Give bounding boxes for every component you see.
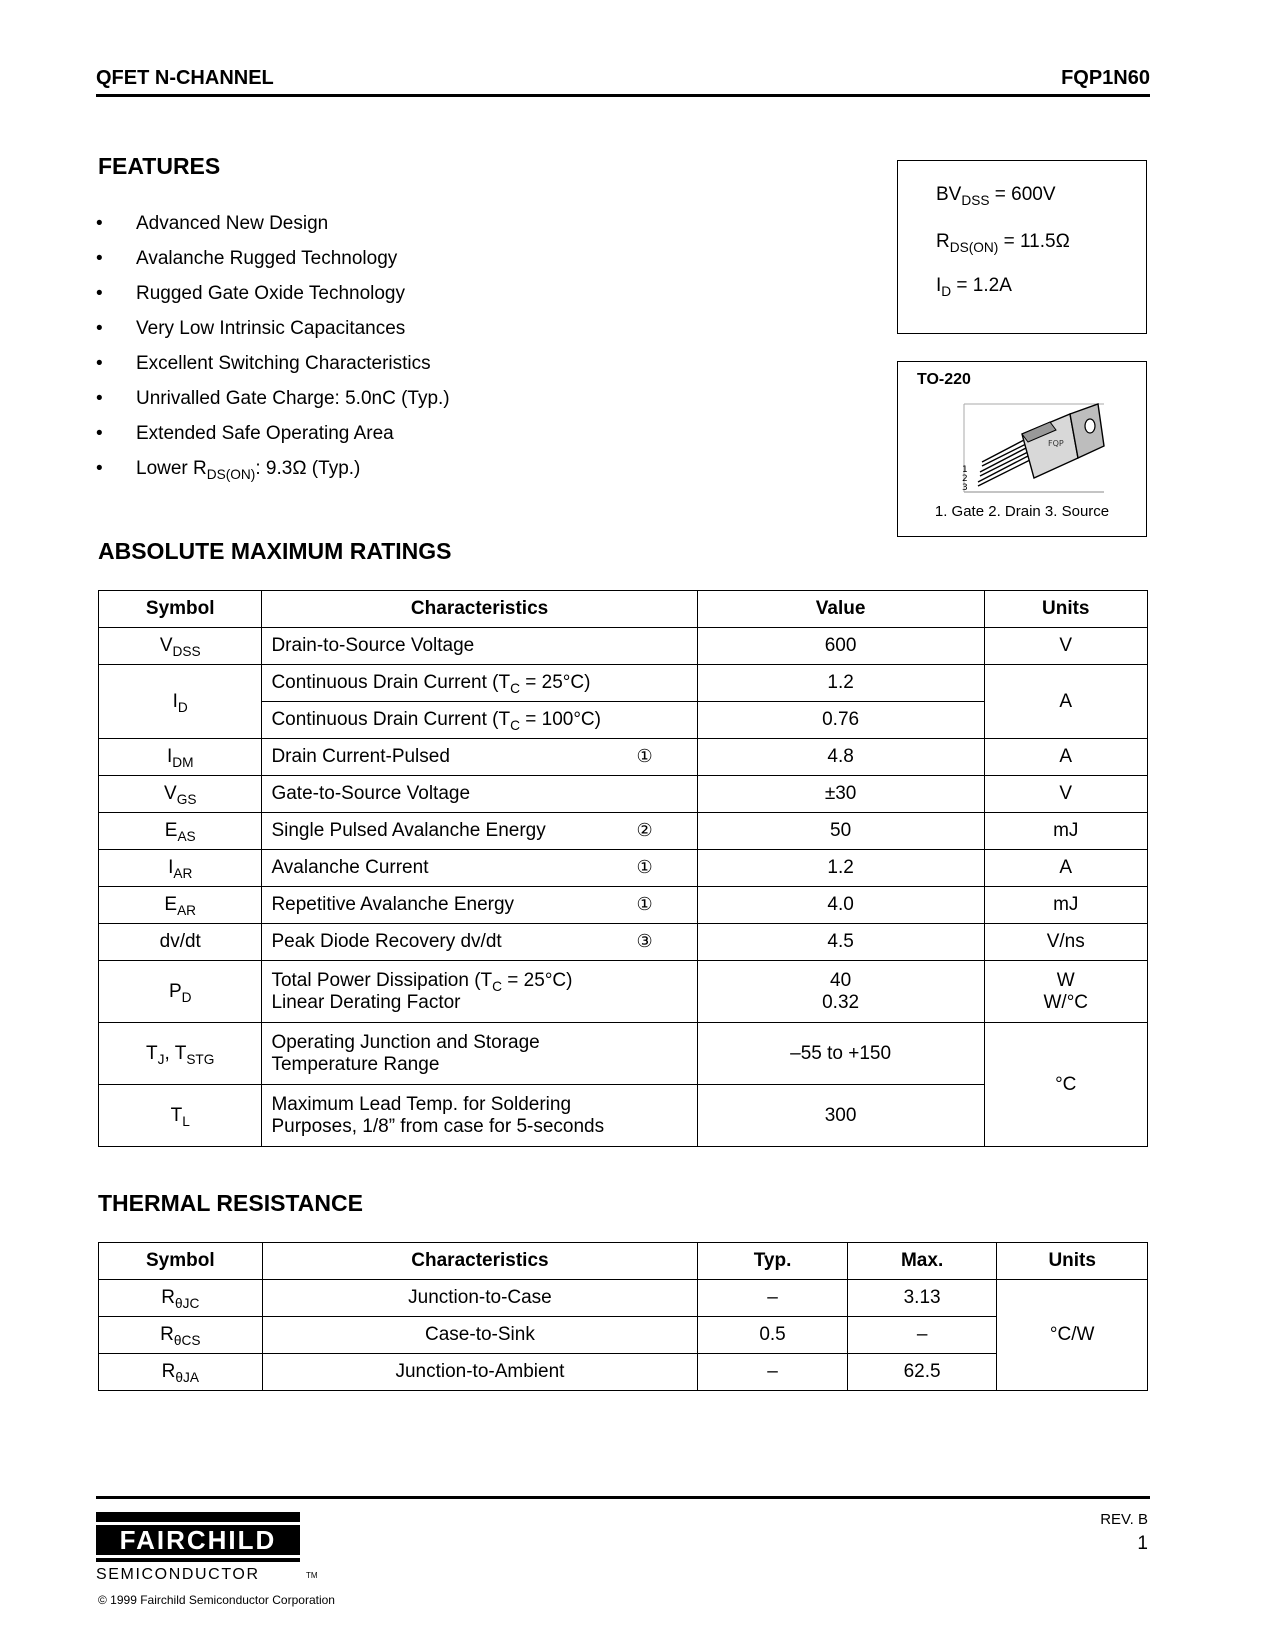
value-cell: 600 <box>697 628 984 665</box>
thermal-table <box>98 1242 1148 1391</box>
table-row <box>99 961 1148 1023</box>
characteristic-cell: Case-to-Sink <box>262 1317 698 1354</box>
unit-cell: W W/°C <box>984 961 1148 1023</box>
bullet: • <box>96 213 103 234</box>
characteristic-cell: Gate-to-Source Voltage <box>262 776 697 813</box>
package-name: TO-220 <box>917 371 971 388</box>
spec-bvdss: $BV_{DSS} = 600V$ <box>936 184 1056 208</box>
symbol-cell: $I_{AR}$ <box>99 850 262 887</box>
feature-item: • Rugged Gate Oxide Technology <box>96 283 405 304</box>
characteristic-cell: Total Power Dissipation $(T_C = 25^\circ C)$ Linear Derating Factor <box>262 961 697 1023</box>
unit-cell: V <box>984 628 1148 665</box>
footnote-ref: ① <box>636 857 653 878</box>
col-header: Characteristics <box>262 1243 698 1280</box>
feature-item: • Avalanche Rugged Technology <box>96 248 398 269</box>
svg-text:TM: TM <box>306 1571 318 1580</box>
svg-text:SEMICONDUCTOR: SEMICONDUCTOR <box>96 1566 260 1583</box>
symbol-cell: $I_{DM}$ <box>99 739 262 776</box>
feature-item: • Very Low Intrinsic Capacitances <box>96 318 406 339</box>
characteristic-cell: Continuous Drain Current $(T_C = 25^\circ C)$ <box>262 665 697 702</box>
symbol-cell: $T_L$ <box>99 1085 262 1147</box>
svg-text:FAIRCHILD: FAIRCHILD <box>119 1525 277 1555</box>
svg-text:FQP: FQP <box>1048 439 1064 448</box>
bullet: • <box>96 458 103 479</box>
table-row <box>99 776 1148 813</box>
abs-max-heading: ABSOLUTE MAXIMUM RATINGS <box>98 538 452 564</box>
value-cell: 4.8 <box>697 739 984 776</box>
table-row <box>99 1280 1148 1317</box>
feature-item: • Excellent Switching Characteristics <box>96 353 431 374</box>
bullet: • <box>96 248 103 269</box>
characteristic-cell: Drain Current-Pulsed ① <box>262 739 697 776</box>
characteristic-cell: Peak Diode Recovery dv/dt ③ <box>262 924 697 961</box>
unit-cell: V <box>984 776 1148 813</box>
col-header: Typ. <box>698 1243 848 1280</box>
symbol-cell: $R_{\theta JC}$ <box>99 1280 263 1317</box>
col-header: Symbol <box>99 1243 263 1280</box>
symbol-cell: $V_{DSS}$ <box>99 628 262 665</box>
table-row <box>99 628 1148 665</box>
page-number: 1 <box>1137 1533 1148 1554</box>
table-row <box>99 813 1148 850</box>
pin-3-label: 3 <box>962 483 968 493</box>
max-cell: – <box>847 1317 997 1354</box>
footnote-ref: ① <box>636 746 653 767</box>
value-cell: –55 to +150 <box>697 1023 984 1085</box>
value-cell: 4.5 <box>697 924 984 961</box>
table-row <box>99 887 1148 924</box>
package-box <box>897 361 1147 537</box>
footnote-ref: ② <box>636 820 653 841</box>
table-row <box>99 850 1148 887</box>
table-row <box>99 665 1148 702</box>
symbol-cell: $T_J$, $T_{STG}$ <box>99 1023 262 1085</box>
col-header: Characteristics <box>262 591 697 628</box>
bullet: • <box>96 388 103 409</box>
header-part-number: FQP1N60 <box>1061 67 1150 89</box>
feature-item-rdson: • Lower $R_{DS(ON)}$: 9.3Ω (Typ.) <box>96 458 361 482</box>
value-cell: 4.0 <box>697 887 984 924</box>
symbol-cell: $R_{\theta CS}$ <box>99 1317 263 1354</box>
value-cell: 1.2 <box>697 850 984 887</box>
symbol-cell: $E_{AR}$ <box>99 887 262 924</box>
unit-cell: mJ <box>984 813 1148 850</box>
pin-1-label: 1 <box>962 465 968 475</box>
characteristic-cell: Avalanche Current ① <box>262 850 697 887</box>
spec-id: $I_D = 1.2A$ <box>936 275 1012 299</box>
symbol-cell: $E_{AS}$ <box>99 813 262 850</box>
unit-cell: A <box>984 739 1148 776</box>
bullet: • <box>96 423 103 444</box>
footnote-ref: ① <box>636 894 653 915</box>
col-header: Units <box>984 591 1148 628</box>
bullet: • <box>96 318 103 339</box>
unit-cell: °C/W <box>997 1280 1148 1391</box>
feature-item: • Extended Safe Operating Area <box>96 423 394 444</box>
value-cell: 300 <box>697 1085 984 1147</box>
col-header: Symbol <box>99 591 262 628</box>
value-cell: 40 0.32 <box>697 961 984 1023</box>
symbol-cell: $P_D$ <box>99 961 262 1023</box>
unit-cell: V/ns <box>984 924 1148 961</box>
bullet: • <box>96 353 103 374</box>
symbol-cell: $R_{\theta JA}$ <box>99 1354 263 1391</box>
characteristic-cell: Single Pulsed Avalanche Energy ② <box>262 813 697 850</box>
spec-rdson: $R_{DS(ON)} = 11.5\Omega$ <box>936 231 1070 255</box>
value-cell: 0.76 <box>697 702 984 739</box>
unit-cell: mJ <box>984 887 1148 924</box>
copyright-notice: © 1999 Fairchild Semiconductor Corporation <box>98 1593 335 1607</box>
characteristic-cell: Continuous Drain Current $(T_C = 100^\circ C)$ <box>262 702 697 739</box>
value-cell: ±30 <box>697 776 984 813</box>
table-row <box>99 1317 1148 1354</box>
to220-package-icon <box>958 400 1108 496</box>
feature-item: • Advanced New Design <box>96 213 329 234</box>
pin-2-label: 2 <box>962 474 968 484</box>
characteristic-cell: Repetitive Avalanche Energy ① <box>262 887 697 924</box>
characteristic-cell: Drain-to-Source Voltage <box>262 628 697 665</box>
col-header: Units <box>997 1243 1148 1280</box>
table-header-row <box>99 591 1148 628</box>
table-row <box>99 739 1148 776</box>
table-row <box>99 1354 1148 1391</box>
characteristic-cell: Maximum Lead Temp. for Soldering Purposes, 1/8” from case for 5-seconds <box>262 1085 697 1147</box>
value-cell: 50 <box>697 813 984 850</box>
col-header: Max. <box>847 1243 997 1280</box>
table-header-row <box>99 1243 1148 1280</box>
max-cell: 3.13 <box>847 1280 997 1317</box>
unit-cell: A <box>984 665 1148 739</box>
max-cell: 62.5 <box>847 1354 997 1391</box>
footer-divider <box>96 1496 1150 1499</box>
feature-list <box>96 213 450 493</box>
col-header: Value <box>697 591 984 628</box>
header-device-type: QFET N-CHANNEL <box>96 67 274 89</box>
characteristic-cell: Operating Junction and Storage Temperature Range <box>262 1023 697 1085</box>
table-row <box>99 924 1148 961</box>
thermal-heading: THERMAL RESISTANCE <box>98 1190 363 1216</box>
footnote-ref: ③ <box>636 931 653 952</box>
abs-max-table <box>98 590 1148 1147</box>
revision-label: REV. B <box>1100 1511 1148 1528</box>
characteristic-cell: Junction-to-Case <box>262 1280 698 1317</box>
symbol-cell: dv/dt <box>99 924 262 961</box>
typ-cell: 0.5 <box>698 1317 848 1354</box>
table-row <box>99 1023 1148 1085</box>
unit-cell: A <box>984 850 1148 887</box>
typ-cell: – <box>698 1354 848 1391</box>
bullet: • <box>96 283 103 304</box>
unit-cell: °C <box>984 1023 1148 1147</box>
value-cell: 1.2 <box>697 665 984 702</box>
typ-cell: – <box>698 1280 848 1317</box>
fairchild-logo <box>96 1512 336 1588</box>
symbol-cell: $V_{GS}$ <box>99 776 262 813</box>
key-spec-box <box>897 160 1147 334</box>
symbol-cell: $I_D$ <box>99 665 262 739</box>
features-heading: FEATURES <box>98 153 221 179</box>
feature-item: • Unrivalled Gate Charge: 5.0nC (Typ.) <box>96 388 450 409</box>
characteristic-cell: Junction-to-Ambient <box>262 1354 698 1391</box>
header-divider <box>96 94 1150 97</box>
package-pinout: 1. Gate 2. Drain 3. Source <box>934 503 1110 520</box>
